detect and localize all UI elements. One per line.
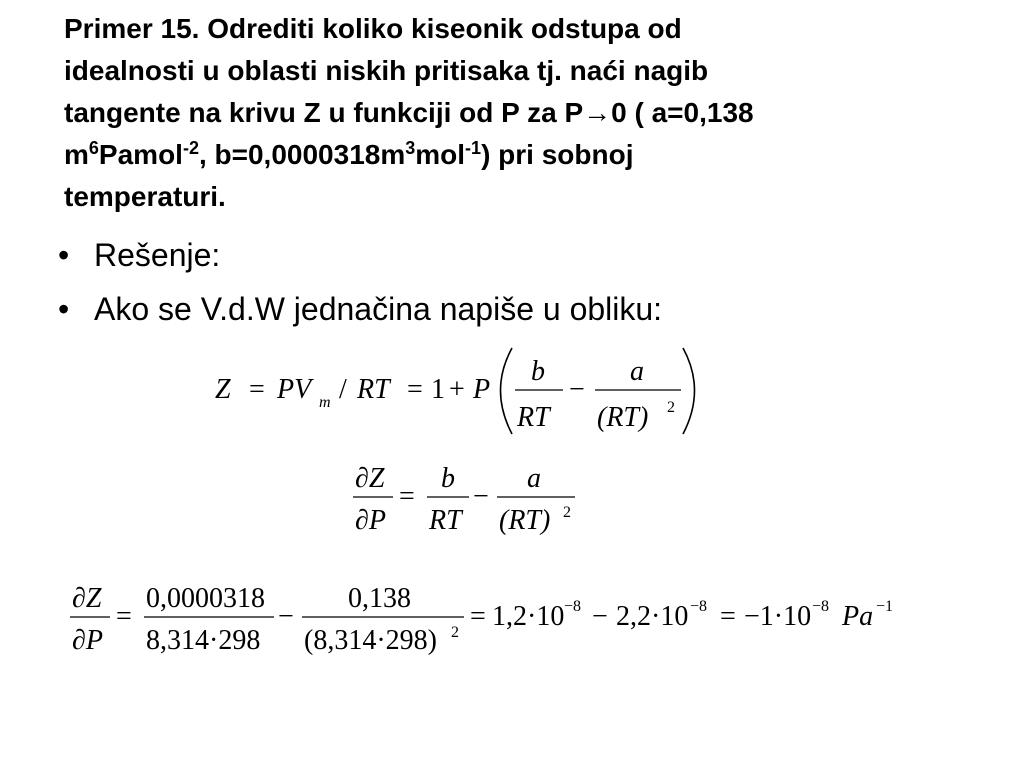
equation-derivative xyxy=(345,455,585,540)
bullet-item xyxy=(58,232,662,286)
bullet-text-vdw: Ako se V.d.W jednačina napiše u obliku: xyxy=(94,291,663,327)
numerator-b: b xyxy=(441,463,455,494)
symbol-z: Z xyxy=(215,374,231,405)
right-arrow-symbol: → xyxy=(583,97,612,128)
exponent-two: 2 xyxy=(451,624,459,641)
equals-sign: = xyxy=(116,601,132,632)
bullet-text-solution: Rešenje: xyxy=(94,237,221,273)
denominator-rt-squared-value: (8,314·298) xyxy=(304,625,437,656)
exponent: -1 xyxy=(465,138,482,158)
term-1: 1,2·10 xyxy=(492,601,565,632)
equation-compressibility xyxy=(205,340,705,440)
exponent-term-2: −8 xyxy=(690,598,708,615)
problem-line-1: Primer 15. Odrediti koliko kiseonik odstupa od xyxy=(64,13,682,44)
equals-sign: = xyxy=(720,601,736,632)
minus-sign: − xyxy=(278,601,294,632)
equals-sign: = xyxy=(399,481,415,512)
partial-z: ∂Z xyxy=(355,463,385,494)
bullet-dot: • xyxy=(58,291,70,327)
problem-line-4-end: ) pri sobnoj xyxy=(481,139,634,170)
partial-p: ∂P xyxy=(72,625,103,656)
bullet-list xyxy=(58,232,662,340)
symbol-rt: RT xyxy=(357,374,390,405)
problem-line-3 xyxy=(64,92,964,134)
number-one: 1 xyxy=(431,374,445,405)
exponent-two: 2 xyxy=(563,504,571,521)
exponent-result: −8 xyxy=(812,598,830,615)
symbol-p: P xyxy=(473,374,491,405)
denominator-rt-paren: (RT) xyxy=(499,505,551,536)
exponent-term-1: −8 xyxy=(564,598,582,615)
denominator-rt: RT xyxy=(429,505,462,536)
problem-line-5: temperaturi. xyxy=(64,181,226,212)
bullet-item xyxy=(58,286,662,340)
exponent: -2 xyxy=(182,138,199,158)
minus-sign: − xyxy=(473,481,489,512)
minus-sign: − xyxy=(592,601,608,632)
subscript-m: m xyxy=(319,394,331,411)
exponent: 6 xyxy=(88,138,99,158)
numerator-b-value: 0,0000318 xyxy=(146,583,265,614)
problem-line-4 xyxy=(64,134,964,176)
unit-m: m xyxy=(64,139,89,170)
partial-z: ∂Z xyxy=(72,583,102,614)
exponent-unit: −1 xyxy=(876,598,894,615)
minus-sign: − xyxy=(569,374,585,405)
problem-line-2: idealnosti u oblasti niskih pritisaka tj. naći nagib xyxy=(64,55,709,86)
unit-pa: Pa xyxy=(842,601,874,632)
denominator-rt-value: 8,314·298 xyxy=(146,625,261,656)
numerator-b: b xyxy=(531,356,545,387)
equation-numeric xyxy=(60,575,910,660)
problem-statement xyxy=(64,8,964,218)
problem-line-3-a: tangente na krivu Z u funkciji od P za P xyxy=(64,97,584,128)
slash: / xyxy=(339,374,347,405)
numerator-a: a xyxy=(630,356,644,387)
bullet-dot: • xyxy=(58,237,70,273)
equals-sign: = xyxy=(470,601,486,632)
right-paren xyxy=(683,348,695,434)
plus-sign: + xyxy=(449,374,465,405)
denominator-rt-paren: (RT) xyxy=(597,402,649,433)
left-paren xyxy=(501,348,513,434)
exponent-two: 2 xyxy=(667,399,675,416)
unit-pamol: Pamol xyxy=(98,139,183,170)
result: −1·10 xyxy=(744,601,812,632)
equals-sign: = xyxy=(249,374,265,405)
partial-p: ∂P xyxy=(355,505,386,536)
numerator-a-value: 0,138 xyxy=(348,583,411,614)
b-value: , b=0,0000318m xyxy=(198,139,406,170)
unit-mol: mol xyxy=(415,139,466,170)
term-2: 2,2·10 xyxy=(616,601,689,632)
denominator-rt: RT xyxy=(517,402,550,433)
equals-sign: = xyxy=(407,374,423,405)
numerator-a: a xyxy=(527,463,541,494)
problem-line-3-b: 0 ( a=0,138 xyxy=(611,97,754,128)
symbol-pv: PV xyxy=(277,374,312,405)
exponent: 3 xyxy=(405,138,416,158)
